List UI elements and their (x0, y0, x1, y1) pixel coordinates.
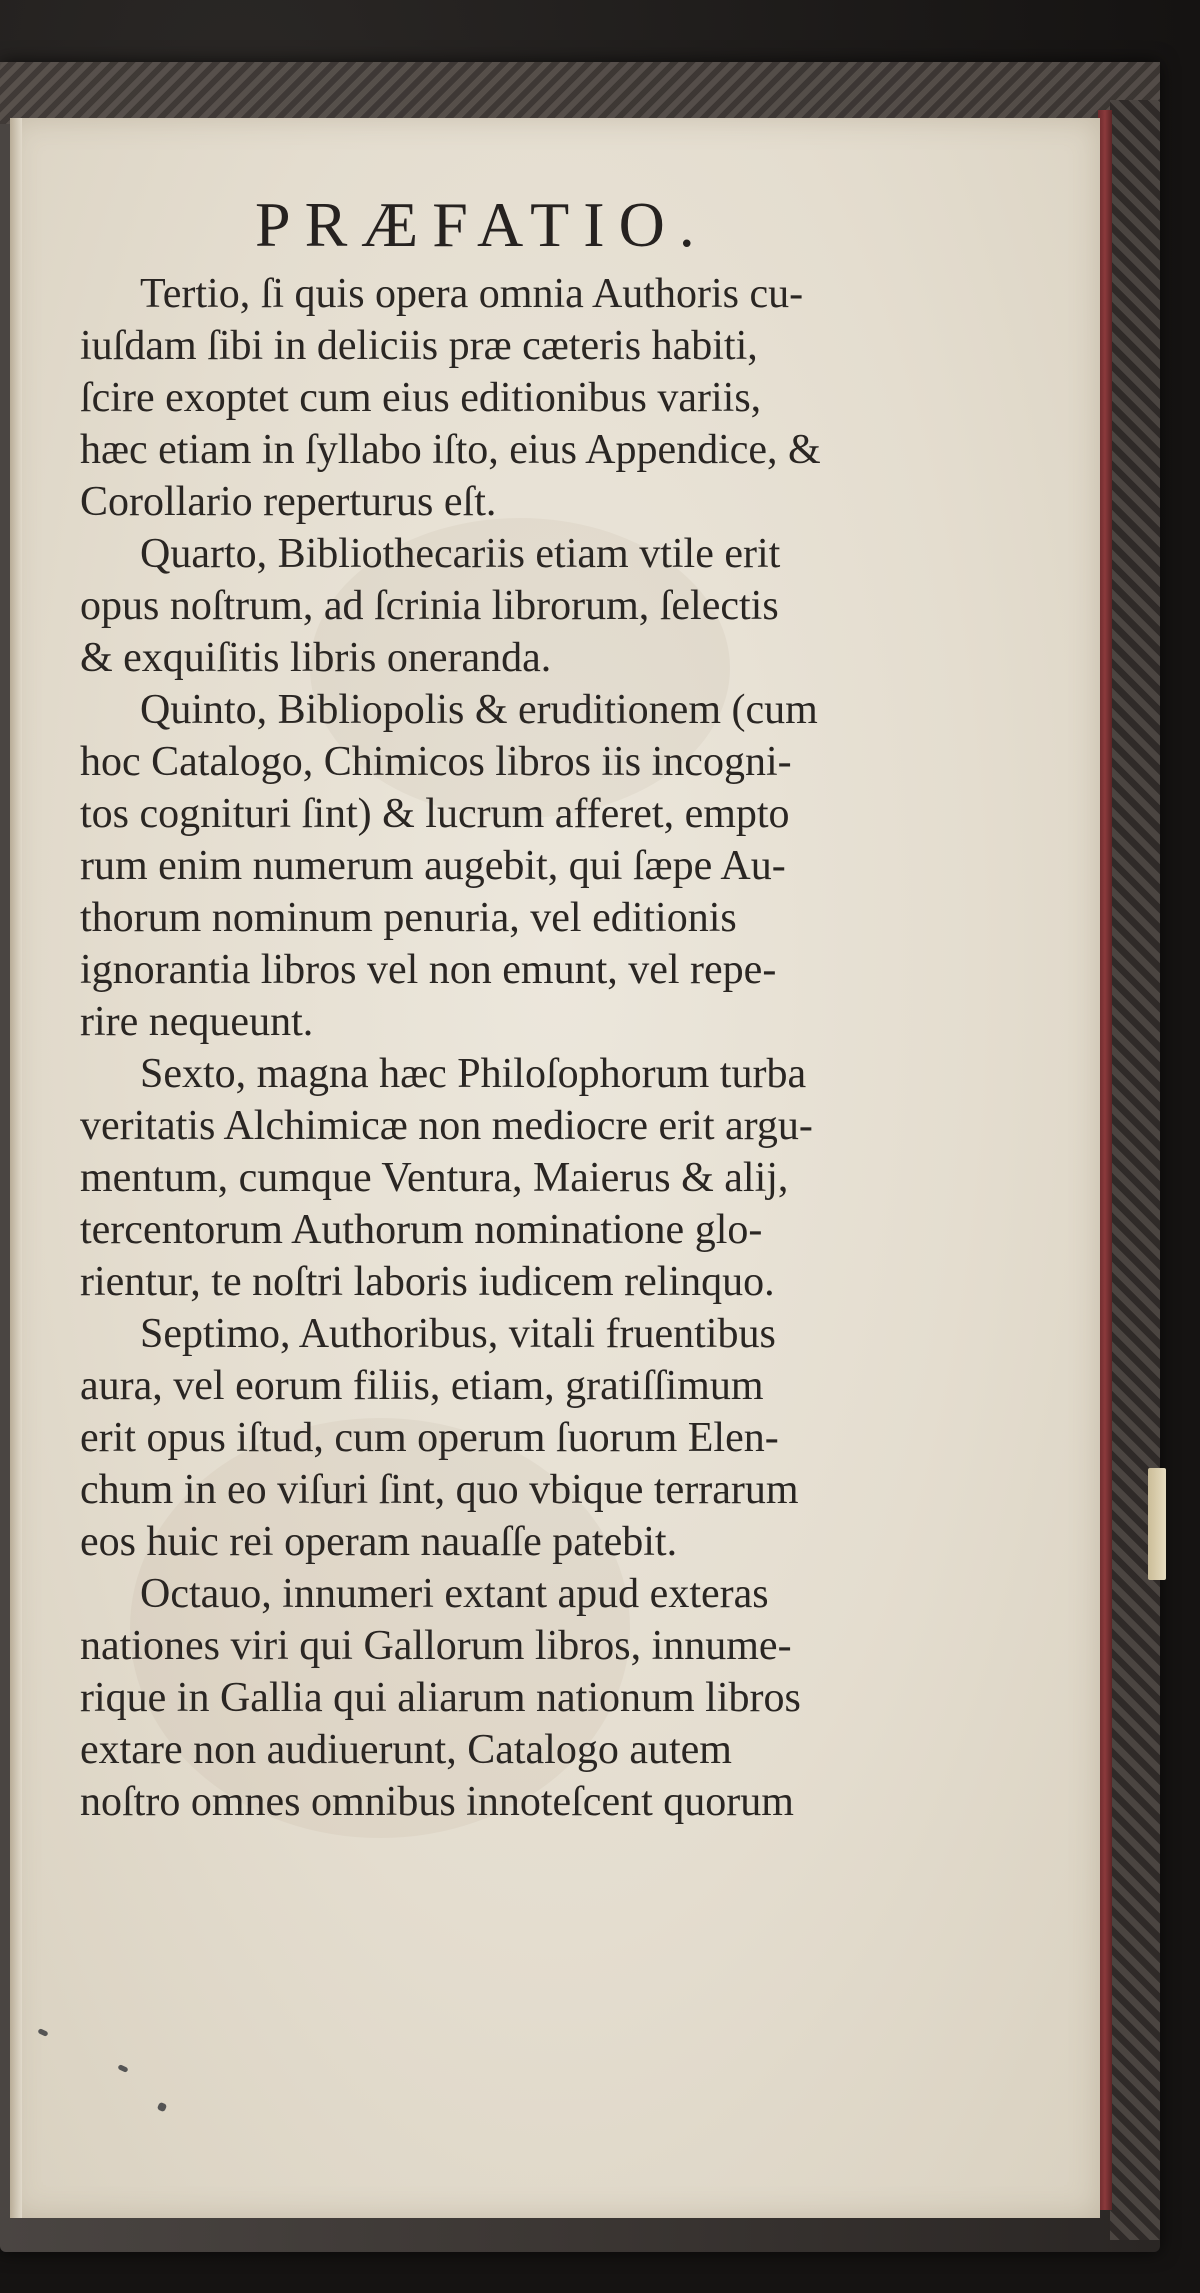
text-line: extare non audiuerunt, Catalogo autem (80, 1727, 732, 1773)
page-gutter (10, 118, 22, 2218)
text-line: mentum, cumque Ventura, Maierus & alij, (80, 1155, 789, 1201)
text-line: Sexto, magna hæc Philoſophorum turba (140, 1051, 807, 1097)
text-line: & exquiſitis libris oneranda. (80, 635, 552, 681)
book-page (10, 118, 1100, 2218)
text-line: Septimo, Authoribus, vitali fruentibus (140, 1311, 776, 1357)
paper-speck (37, 2028, 48, 2037)
text-line: tercentorum Authorum nominatione glo- (80, 1207, 763, 1253)
text-line: Octauo, innumeri extant apud exteras (140, 1571, 769, 1617)
text-line: Quinto, Bibliopolis & eruditionem (cum (140, 687, 818, 733)
text-line: hoc Catalogo, Chimicos libros iis incogni- (80, 739, 792, 785)
red-page-edge (1098, 110, 1112, 2210)
text-line: tos cognituri ſint) & lucrum afferet, empto (80, 791, 790, 837)
text-line: opus noſtrum, ad ſcrinia librorum, ſelectis (80, 583, 779, 629)
text-line: veritatis Alchimicæ non mediocre erit argu- (80, 1103, 813, 1149)
text-line: rique in Gallia qui aliarum nationum libros (80, 1675, 801, 1721)
cover-top-border (0, 62, 1160, 124)
text-line: Corollario reperturus eſt. (80, 479, 497, 525)
text-line: nationes viri qui Gallorum libros, innume- (80, 1623, 792, 1669)
text-line: noſtro omnes omnibus innoteſcent quorum (80, 1779, 794, 1825)
text-line: rum enim numerum augebit, qui ſæpe Au- (80, 843, 786, 889)
text-line: Tertio, ſi quis opera omnia Authoris cu- (140, 271, 804, 317)
page-title: PRÆFATIO. (255, 189, 709, 260)
paper-speck (117, 2064, 128, 2073)
text-line: eos huic rei operam nauaſſe patebit. (80, 1519, 678, 1565)
text-line: chum in eo viſuri ſint, quo vbique terrarum (80, 1467, 799, 1513)
text-line: Quarto, Bibliothecariis etiam vtile erit (140, 531, 781, 577)
paper-speck (157, 2102, 168, 2113)
text-line: ſcire exoptet cum eius editionibus variis, (80, 375, 762, 421)
text-line: hæc etiam in ſyllabo iſto, eius Appendice, & (80, 427, 821, 473)
text-line: rire nequeunt. (80, 999, 314, 1045)
text-line: erit opus iſtud, cum operum ſuorum Elen- (80, 1415, 779, 1461)
text-line: ignorantia libros vel non emunt, vel repe- (80, 947, 777, 993)
text-line: rientur, te noſtri laboris iudicem relinquo. (80, 1259, 775, 1305)
text-line: thorum nominum penuria, vel editionis (80, 895, 737, 941)
text-line: iuſdam ſibi in deliciis præ cæteris habiti, (80, 323, 758, 369)
text-line: aura, vel eorum filiis, etiam, gratiſſimum (80, 1363, 764, 1409)
page-text (80, 268, 980, 1828)
bookmark-tab (1148, 1468, 1166, 1580)
cover-spine-edge (1110, 100, 1160, 2240)
